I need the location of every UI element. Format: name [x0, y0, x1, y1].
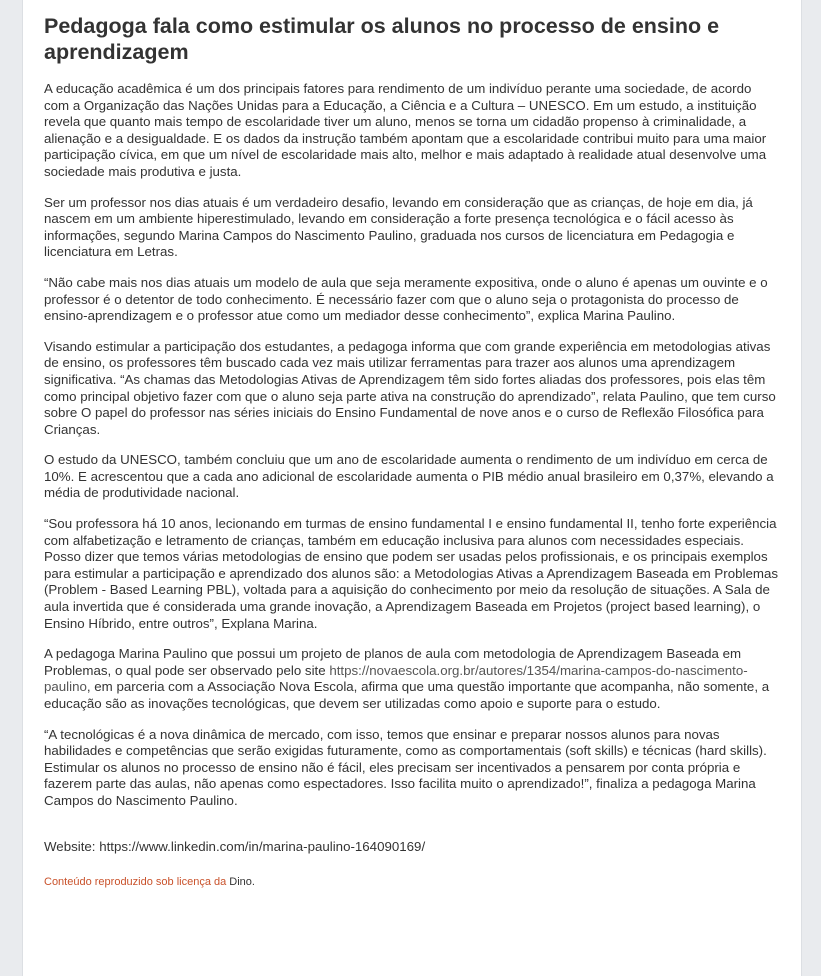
paragraph-7 — [44, 646, 780, 712]
article-title: Pedagoga fala como estimular os alunos no processo de ensino e aprendizagem — [44, 14, 720, 64]
website-label: Website: — [44, 838, 100, 854]
article-body — [23, 0, 801, 889]
credit-source-link[interactable]: Dino — [229, 876, 252, 889]
paragraph-8: “A tecnológicas é a nova dinâmica de mercado, com isso, temos que ensinar e preparar nossos alunos para novas habilidades e competências que serão exigidas futuramente, como as comportamentais (soft skills) e técnicas (hard skills). Estimular os alunos no processo de ensino não é fácil, eles precisam ser incentivados a pensarem por conta própria e fazerem parte das aulas, não apenas como espectadores. Isso facilita muito o aprendizado!”, finaliza a pedagoga Marina Campos do Nascimento Paulino. — [44, 726, 767, 808]
novaescola-link[interactable]: https://novaescola.org.br/autores/1354/marina-campos-do-nascimento-paulino — [44, 662, 748, 695]
paragraph-3: “Não cabe mais nos dias atuais um modelo de aula que seja meramente expositiva, onde o aluno é apenas um ouvinte e o professor é o detentor de todo conhecimento. É necessário fazer com que o aluno seja o protagonista do processo de ensino-aprendizagem e o professor atue como um mediador desse conhecimento”, explica Marina Paulino. — [44, 274, 768, 324]
paragraph-7-text-before: A pedagoga Marina Paulino que possui um projeto de planos de aula com metodologia de Aprendizagem Baseada em Problemas, o qual pode ser observado pelo site — [44, 646, 742, 678]
website-link[interactable]: https://www.linkedin.com/in/marina-paulino-164090169/ — [99, 838, 426, 854]
credit-text: Conteúdo reproduzido sob licença da — [44, 876, 230, 889]
website-line — [44, 839, 780, 856]
paragraph-6: “Sou professora há 10 anos, lecionando em turmas de ensino fundamental I e ensino fundamental II, tenho forte experiência com alfabetização e letramento de crianças, também em educação inclusiva para alunos com necessidades especiais. Posso dizer que temos várias metodologias de ensino que podem ser usadas pelos profissionais, e os principais exemplos para estimular a participação e aprendizado dos alunos são: a Metodologias Ativas a Aprendizagem Baseada em Problemas (Problem - Based Learning PBL), voltada para a aquisição do conhecimento por meio da resolução de situações. A Sala de aula invertida que é considerada uma grande inovação, a Aprendizagem Baseada em Projetos (project based learning), o Ensino Híbrido, entre outros”, Explana Marina. — [44, 516, 778, 631]
paragraph-7-text-after: , em parceria com a Associação Nova Escola, afirma que uma questão importante que acompanha, não somente, a educação são as inovações tecnológicas, que devem ser utilizadas como apoio e suporte para o estudo. — [44, 679, 770, 711]
paragraph-1: A educação acadêmica é um dos principais fatores para rendimento de um indivíduo perante uma sociedade, de acordo com a Organização das Nações Unidas para a Educação, a Ciência e a Cultura – UNESCO. Em um estudo, a instituição revela que quanto mais tempo de escolaridade tiver um aluno, menos se torna um cidadão propenso à criminalidade, a alienação e a desigualdade. E os dados da instrução também apontam que a escolaridade contribui muito para uma maior participação cívica, em que um nível de escolaridade mais alto, melhor e mais adaptado à realidade atual desenvolve uma sociedade mais produtiva e justa. — [44, 81, 767, 179]
article-card — [22, 0, 802, 976]
paragraph-2: Ser um professor nos dias atuais é um verdadeiro desafio, levando em consideração que as crianças, de hoje em dia, já nascem em um ambiente hiperestimulado, levando em consideração a forte presença tecnológica e o fácil acesso às informações, segundo Marina Campos do Nascimento Paulino, graduada nos cursos de licenciatura em Pedagogia e licenciatura em Letras. — [44, 194, 753, 260]
license-credit — [44, 875, 780, 889]
paragraph-5: O estudo da UNESCO, também concluiu que um ano de escolaridade aumenta o rendimento de um indivíduo em cerca de 10%. E acrescentou que a cada ano adicional de escolaridade aumenta o PIB médio anual brasileiro em 0,37%, elevando a média de produtividade nacional. — [44, 452, 774, 501]
paragraph-4: Visando estimular a participação dos estudantes, a pedagoga informa que com grande experiência em metodologias ativas de ensino, os professores têm buscado cada vez mais utilizar ferramentas para trazer aos alunos uma aprendizagem significativa. “As chamas das Metodologias Ativas de Aprendizagem têm sido fortes aliadas dos professores, pois elas têm como principal objetivo fazer com que o aluno seja parte ativa na construção do aprendizado”, relata Paulino, que tem curso sobre O papel do professor nas séries iniciais do Ensino Fundamental de nove anos e o curso de Reflexão Filosófica para Crianças. — [44, 338, 776, 437]
credit-end: . — [251, 876, 255, 889]
